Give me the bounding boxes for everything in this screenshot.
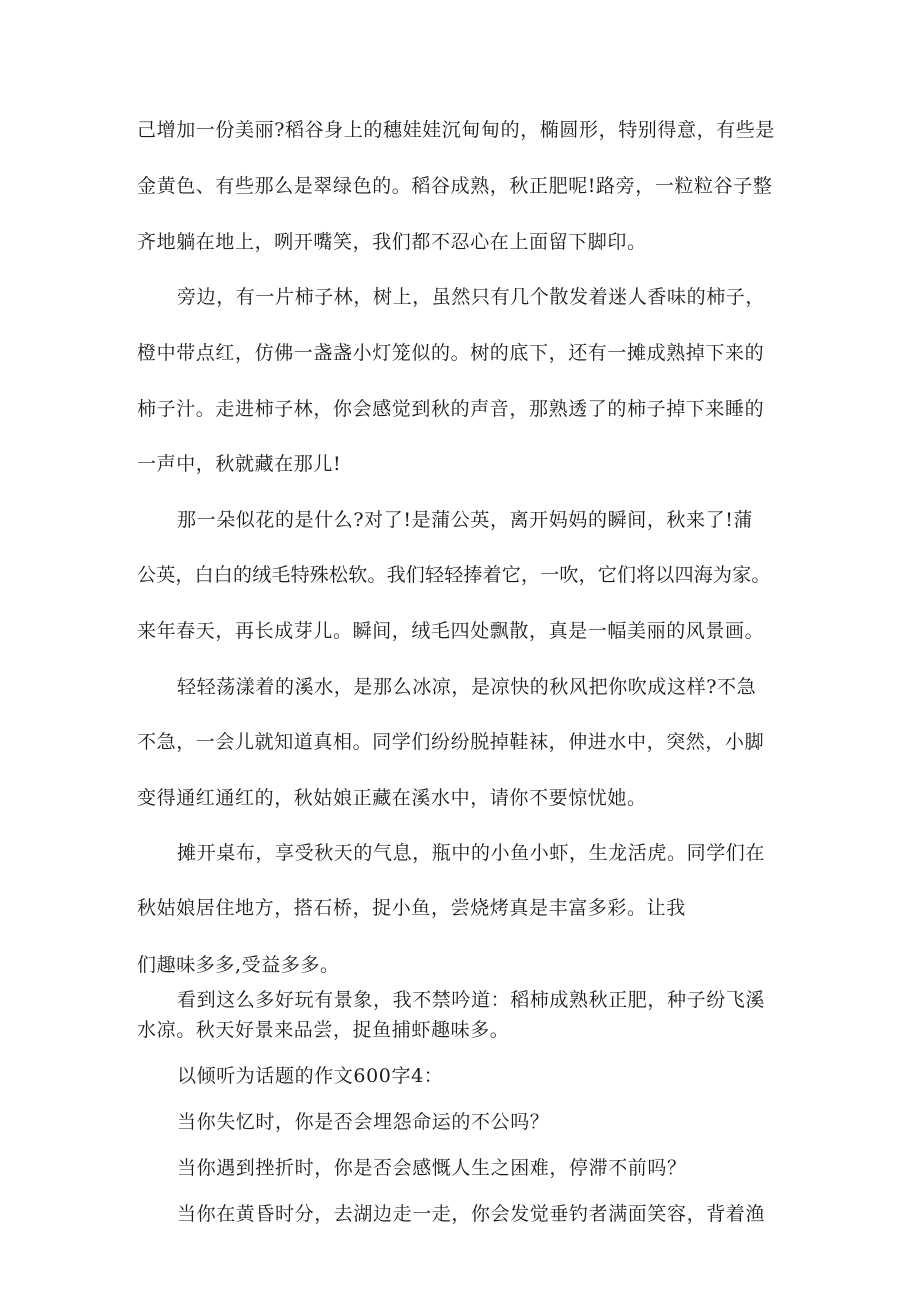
text-line: 齐地躺在地上，咧开嘴笑，我们都不忍心在上面留下脚印。: [137, 231, 647, 253]
text-line: 轻轻荡漾着的溪水，是那么冰凉，是凉快的秋风把你吹成这样?不急: [177, 676, 757, 698]
text-line: 变得通红通红的，秋姑娘正藏在溪水中，请你不要惊忧她。: [137, 787, 647, 809]
text-line: 不急，一会儿就知道真相。同学们纷纷脱掉鞋袜，伸进水中，突然，小脚: [137, 731, 765, 753]
text-line: 一声中，秋就藏在那儿!: [137, 453, 342, 475]
text-line: 当你在黄昏时分，去湖边走一走，你会发觉垂钓者满面笑容，背着渔: [177, 1203, 766, 1225]
text-line: 以倾听为话题的作文600字4：: [177, 1065, 444, 1087]
text-line: 旁边，有一片柿子林，树上，虽然只有几个散发着迷人香味的柿子，: [177, 286, 766, 308]
text-line: 当你失忆时，你是否会埋怨命运的不公吗？: [177, 1111, 550, 1133]
text-line: 们趣味多多,受益多多。: [137, 954, 340, 976]
text-line: 柿子汁。走进柿子林，你会感觉到秋的声音，那熟透了的柿子掉下来睡的: [137, 398, 765, 420]
text-line: 摊开桌布，享受秋天的气息，瓶中的小鱼小虾，生龙活虎。同学们在: [177, 842, 766, 864]
text-line: 来年春天，再长成芽儿。瞬间，绒毛四处飘散，真是一幅美丽的风景画。: [137, 620, 765, 642]
text-line: 公英，白白的绒毛特殊松软。我们轻轻捧着它，一吹，它们将以四海为家。: [137, 564, 771, 586]
text-line: 己增加一份美丽?稻谷身上的穗娃娃沉甸甸的，椭圆形，特别得意，有些是: [137, 119, 775, 141]
text-line: 当你遇到挫折时，你是否会感慨人生之困难，停滞不前吗？: [177, 1157, 687, 1179]
text-line: 水凉。秋天好景来品尝，捉鱼捕虾趣味多。: [137, 1019, 510, 1041]
text-line: 金黄色、有些那么是翠绿色的。稻谷成熟，秋正肥呢!路旁，一粒粒谷子整: [137, 175, 773, 197]
text-line: 秋姑娘居住地方，搭石桥，捉小鱼，尝烧烤真是丰富多彩。让我: [137, 897, 686, 919]
text-line: 那一朵似花的是什么?对了!是蒲公英，离开妈妈的瞬间，秋来了!蒲: [177, 509, 754, 531]
text-line: 橙中带点红，仿佛一盏盏小灯笼似的。树的底下，还有一摊成熟掉下来的: [137, 342, 765, 364]
text-line: 看到这么多好玩有景象，我不禁吟道：稻柿成熟秋正肥，种子纷飞溪: [177, 989, 766, 1011]
